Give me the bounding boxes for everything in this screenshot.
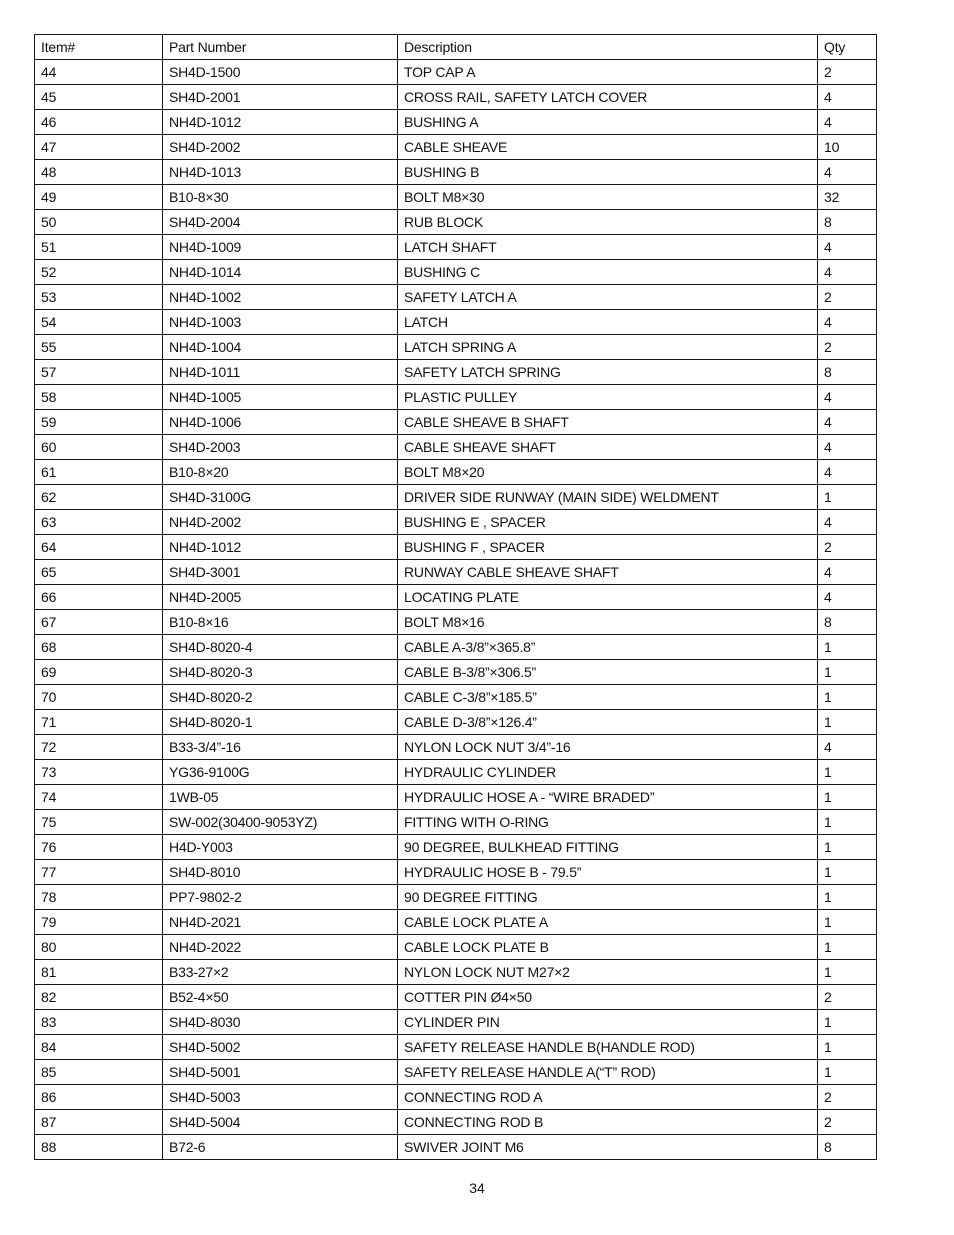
cell-part-number: SH4D-2003 xyxy=(163,435,398,460)
cell-description: 90 DEGREE, BULKHEAD FITTING xyxy=(398,835,818,860)
header-part-number: Part Number xyxy=(163,35,398,60)
table-row xyxy=(35,610,877,635)
table-row xyxy=(35,385,877,410)
cell-description: PLASTIC PULLEY xyxy=(398,385,818,410)
cell-qty: 2 xyxy=(818,985,877,1010)
cell-qty: 4 xyxy=(818,510,877,535)
cell-item-number: 60 xyxy=(35,435,163,460)
cell-qty: 32 xyxy=(818,185,877,210)
cell-qty: 4 xyxy=(818,435,877,460)
cell-part-number: NH4D-1012 xyxy=(163,110,398,135)
cell-item-number: 67 xyxy=(35,610,163,635)
cell-part-number: SH4D-8020-3 xyxy=(163,660,398,685)
cell-qty: 8 xyxy=(818,210,877,235)
cell-part-number: NH4D-2021 xyxy=(163,910,398,935)
table-row xyxy=(35,935,877,960)
cell-description: HYDRAULIC CYLINDER xyxy=(398,760,818,785)
cell-part-number: SH4D-5004 xyxy=(163,1110,398,1135)
cell-part-number: NH4D-1011 xyxy=(163,360,398,385)
cell-item-number: 68 xyxy=(35,635,163,660)
cell-description: BOLT M8×20 xyxy=(398,460,818,485)
table-header-row xyxy=(35,35,877,60)
cell-part-number: NH4D-1009 xyxy=(163,235,398,260)
cell-item-number: 47 xyxy=(35,135,163,160)
cell-description: LOCATING PLATE xyxy=(398,585,818,610)
cell-item-number: 75 xyxy=(35,810,163,835)
cell-qty: 2 xyxy=(818,535,877,560)
cell-description: CABLE C-3/8”×185.5” xyxy=(398,685,818,710)
cell-qty: 4 xyxy=(818,560,877,585)
cell-qty: 1 xyxy=(818,685,877,710)
cell-item-number: 71 xyxy=(35,710,163,735)
table-row xyxy=(35,310,877,335)
table-row xyxy=(35,360,877,385)
cell-part-number: NH4D-1002 xyxy=(163,285,398,310)
cell-part-number: NH4D-2005 xyxy=(163,585,398,610)
cell-qty: 4 xyxy=(818,85,877,110)
cell-description: 90 DEGREE FITTING xyxy=(398,885,818,910)
table-row xyxy=(35,960,877,985)
table-row xyxy=(35,85,877,110)
cell-qty: 1 xyxy=(818,935,877,960)
cell-qty: 4 xyxy=(818,460,877,485)
table-row xyxy=(35,835,877,860)
page-number: 34 xyxy=(469,1180,485,1196)
cell-item-number: 57 xyxy=(35,360,163,385)
table-row xyxy=(35,510,877,535)
cell-qty: 4 xyxy=(818,585,877,610)
cell-qty: 4 xyxy=(818,310,877,335)
table-row xyxy=(35,260,877,285)
cell-item-number: 83 xyxy=(35,1010,163,1035)
cell-description: DRIVER SIDE RUNWAY (MAIN SIDE) WELDMENT xyxy=(398,485,818,510)
cell-item-number: 45 xyxy=(35,85,163,110)
cell-part-number: SH4D-8020-4 xyxy=(163,635,398,660)
cell-item-number: 77 xyxy=(35,860,163,885)
table-row xyxy=(35,585,877,610)
cell-part-number: B10-8×16 xyxy=(163,610,398,635)
cell-description: HYDRAULIC HOSE B - 79.5” xyxy=(398,860,818,885)
cell-part-number: SH4D-5002 xyxy=(163,1035,398,1060)
cell-part-number: NH4D-1014 xyxy=(163,260,398,285)
cell-part-number: SH4D-8010 xyxy=(163,860,398,885)
cell-part-number: B33-27×2 xyxy=(163,960,398,985)
cell-description: HYDRAULIC HOSE A - “WIRE BRADED” xyxy=(398,785,818,810)
cell-qty: 8 xyxy=(818,1135,877,1160)
cell-qty: 4 xyxy=(818,260,877,285)
parts-table xyxy=(34,34,877,1160)
cell-description: CYLINDER PIN xyxy=(398,1010,818,1035)
cell-item-number: 55 xyxy=(35,335,163,360)
cell-item-number: 74 xyxy=(35,785,163,810)
cell-description: CABLE D-3/8”×126.4” xyxy=(398,710,818,735)
cell-part-number: B52-4×50 xyxy=(163,985,398,1010)
cell-qty: 1 xyxy=(818,785,877,810)
cell-item-number: 79 xyxy=(35,910,163,935)
header-qty: Qty xyxy=(818,35,877,60)
cell-part-number: SH4D-8020-1 xyxy=(163,710,398,735)
cell-description: CONNECTING ROD A xyxy=(398,1085,818,1110)
cell-part-number: NH4D-1012 xyxy=(163,535,398,560)
cell-qty: 4 xyxy=(818,235,877,260)
table-row xyxy=(35,885,877,910)
cell-item-number: 52 xyxy=(35,260,163,285)
cell-item-number: 64 xyxy=(35,535,163,560)
cell-description: TOP CAP A xyxy=(398,60,818,85)
cell-item-number: 78 xyxy=(35,885,163,910)
cell-part-number: NH4D-1004 xyxy=(163,335,398,360)
table-row xyxy=(35,660,877,685)
cell-part-number: SH4D-3100G xyxy=(163,485,398,510)
cell-item-number: 50 xyxy=(35,210,163,235)
cell-qty: 10 xyxy=(818,135,877,160)
cell-description: CABLE B-3/8”×306.5” xyxy=(398,660,818,685)
cell-description: NYLON LOCK NUT M27×2 xyxy=(398,960,818,985)
cell-item-number: 46 xyxy=(35,110,163,135)
table-row xyxy=(35,860,877,885)
cell-qty: 4 xyxy=(818,735,877,760)
table-row xyxy=(35,60,877,85)
table-row xyxy=(35,710,877,735)
cell-qty: 1 xyxy=(818,960,877,985)
table-row xyxy=(35,235,877,260)
cell-description: NYLON LOCK NUT 3/4”-16 xyxy=(398,735,818,760)
cell-part-number: YG36-9100G xyxy=(163,760,398,785)
cell-qty: 1 xyxy=(818,660,877,685)
cell-qty: 1 xyxy=(818,810,877,835)
cell-part-number: SH4D-5001 xyxy=(163,1060,398,1085)
cell-qty: 2 xyxy=(818,60,877,85)
cell-description: SAFETY LATCH A xyxy=(398,285,818,310)
cell-item-number: 65 xyxy=(35,560,163,585)
cell-item-number: 48 xyxy=(35,160,163,185)
cell-qty: 4 xyxy=(818,410,877,435)
cell-description: SAFETY RELEASE HANDLE B(HANDLE ROD) xyxy=(398,1035,818,1060)
cell-item-number: 44 xyxy=(35,60,163,85)
cell-qty: 1 xyxy=(818,910,877,935)
cell-description: CABLE A-3/8”×365.8” xyxy=(398,635,818,660)
cell-description: BUSHING C xyxy=(398,260,818,285)
table-row xyxy=(35,1135,877,1160)
cell-description: LATCH SPRING A xyxy=(398,335,818,360)
cell-qty: 1 xyxy=(818,760,877,785)
cell-description: BUSHING E , SPACER xyxy=(398,510,818,535)
cell-item-number: 51 xyxy=(35,235,163,260)
cell-qty: 2 xyxy=(818,335,877,360)
cell-part-number: SH4D-2001 xyxy=(163,85,398,110)
cell-qty: 1 xyxy=(818,835,877,860)
cell-part-number: NH4D-2002 xyxy=(163,510,398,535)
cell-part-number: NH4D-1005 xyxy=(163,385,398,410)
cell-part-number: B33-3/4”-16 xyxy=(163,735,398,760)
cell-part-number: NH4D-1013 xyxy=(163,160,398,185)
cell-description: CROSS RAIL, SAFETY LATCH COVER xyxy=(398,85,818,110)
table-row xyxy=(35,560,877,585)
header-description: Description xyxy=(398,35,818,60)
cell-item-number: 58 xyxy=(35,385,163,410)
cell-description: SAFETY RELEASE HANDLE A(“T” ROD) xyxy=(398,1060,818,1085)
cell-item-number: 88 xyxy=(35,1135,163,1160)
table-row xyxy=(35,435,877,460)
cell-description: COTTER PIN Ø4×50 xyxy=(398,985,818,1010)
cell-qty: 1 xyxy=(818,485,877,510)
table-row xyxy=(35,335,877,360)
table-row xyxy=(35,1035,877,1060)
cell-description: LATCH xyxy=(398,310,818,335)
cell-description: CABLE LOCK PLATE A xyxy=(398,910,818,935)
table-row xyxy=(35,1060,877,1085)
table-row xyxy=(35,635,877,660)
table-row xyxy=(35,735,877,760)
cell-part-number: SH4D-8020-2 xyxy=(163,685,398,710)
cell-item-number: 81 xyxy=(35,960,163,985)
cell-qty: 2 xyxy=(818,285,877,310)
cell-part-number: H4D-Y003 xyxy=(163,835,398,860)
table-row xyxy=(35,160,877,185)
cell-qty: 1 xyxy=(818,1035,877,1060)
cell-qty: 1 xyxy=(818,1060,877,1085)
cell-item-number: 86 xyxy=(35,1085,163,1110)
table-row xyxy=(35,410,877,435)
cell-item-number: 72 xyxy=(35,735,163,760)
table-row xyxy=(35,535,877,560)
table-row xyxy=(35,1085,877,1110)
table-row xyxy=(35,810,877,835)
cell-part-number: B10-8×20 xyxy=(163,460,398,485)
cell-description: FITTING WITH O-RING xyxy=(398,810,818,835)
cell-item-number: 76 xyxy=(35,835,163,860)
cell-item-number: 53 xyxy=(35,285,163,310)
cell-part-number: NH4D-1006 xyxy=(163,410,398,435)
cell-description: SAFETY LATCH SPRING xyxy=(398,360,818,385)
table-row xyxy=(35,1010,877,1035)
cell-item-number: 62 xyxy=(35,485,163,510)
table-row xyxy=(35,1110,877,1135)
table-row xyxy=(35,760,877,785)
cell-description: CABLE SHEAVE B SHAFT xyxy=(398,410,818,435)
cell-part-number: 1WB-05 xyxy=(163,785,398,810)
cell-qty: 1 xyxy=(818,885,877,910)
cell-qty: 1 xyxy=(818,635,877,660)
cell-item-number: 59 xyxy=(35,410,163,435)
cell-part-number: SH4D-2002 xyxy=(163,135,398,160)
cell-part-number: SH4D-3001 xyxy=(163,560,398,585)
cell-item-number: 54 xyxy=(35,310,163,335)
cell-item-number: 49 xyxy=(35,185,163,210)
cell-description: BOLT M8×16 xyxy=(398,610,818,635)
cell-qty: 4 xyxy=(818,160,877,185)
cell-part-number: SH4D-1500 xyxy=(163,60,398,85)
cell-part-number: SW-002(30400-9053YZ) xyxy=(163,810,398,835)
table-row xyxy=(35,910,877,935)
table-row xyxy=(35,485,877,510)
cell-qty: 1 xyxy=(818,1010,877,1035)
cell-description: RUB BLOCK xyxy=(398,210,818,235)
header-item-number: Item# xyxy=(35,35,163,60)
cell-qty: 8 xyxy=(818,360,877,385)
table-row xyxy=(35,285,877,310)
cell-part-number: B72-6 xyxy=(163,1135,398,1160)
table-row xyxy=(35,460,877,485)
cell-description: CABLE SHEAVE SHAFT xyxy=(398,435,818,460)
cell-part-number: SH4D-5003 xyxy=(163,1085,398,1110)
cell-description: LATCH SHAFT xyxy=(398,235,818,260)
cell-item-number: 73 xyxy=(35,760,163,785)
table-row xyxy=(35,210,877,235)
cell-part-number: B10-8×30 xyxy=(163,185,398,210)
cell-qty: 2 xyxy=(818,1085,877,1110)
cell-description: SWIVER JOINT M6 xyxy=(398,1135,818,1160)
cell-description: BUSHING B xyxy=(398,160,818,185)
cell-part-number: NH4D-2022 xyxy=(163,935,398,960)
table-row xyxy=(35,685,877,710)
cell-part-number: PP7-9802-2 xyxy=(163,885,398,910)
cell-qty: 8 xyxy=(818,610,877,635)
cell-qty: 1 xyxy=(818,710,877,735)
table-body xyxy=(35,60,877,1160)
cell-qty: 1 xyxy=(818,860,877,885)
cell-description: CABLE LOCK PLATE B xyxy=(398,935,818,960)
cell-item-number: 70 xyxy=(35,685,163,710)
table-row xyxy=(35,785,877,810)
cell-item-number: 63 xyxy=(35,510,163,535)
cell-description: CONNECTING ROD B xyxy=(398,1110,818,1135)
cell-description: BUSHING A xyxy=(398,110,818,135)
cell-qty: 4 xyxy=(818,110,877,135)
table-row xyxy=(35,985,877,1010)
cell-item-number: 66 xyxy=(35,585,163,610)
cell-qty: 4 xyxy=(818,385,877,410)
cell-item-number: 85 xyxy=(35,1060,163,1085)
cell-part-number: SH4D-8030 xyxy=(163,1010,398,1035)
cell-qty: 2 xyxy=(818,1110,877,1135)
cell-item-number: 61 xyxy=(35,460,163,485)
cell-description: RUNWAY CABLE SHEAVE SHAFT xyxy=(398,560,818,585)
cell-item-number: 82 xyxy=(35,985,163,1010)
cell-item-number: 84 xyxy=(35,1035,163,1060)
cell-part-number: NH4D-1003 xyxy=(163,310,398,335)
cell-item-number: 87 xyxy=(35,1110,163,1135)
cell-item-number: 80 xyxy=(35,935,163,960)
table-row xyxy=(35,110,877,135)
table-row xyxy=(35,135,877,160)
cell-description: BOLT M8×30 xyxy=(398,185,818,210)
cell-description: CABLE SHEAVE xyxy=(398,135,818,160)
cell-item-number: 69 xyxy=(35,660,163,685)
cell-description: BUSHING F , SPACER xyxy=(398,535,818,560)
table-row xyxy=(35,185,877,210)
cell-part-number: SH4D-2004 xyxy=(163,210,398,235)
